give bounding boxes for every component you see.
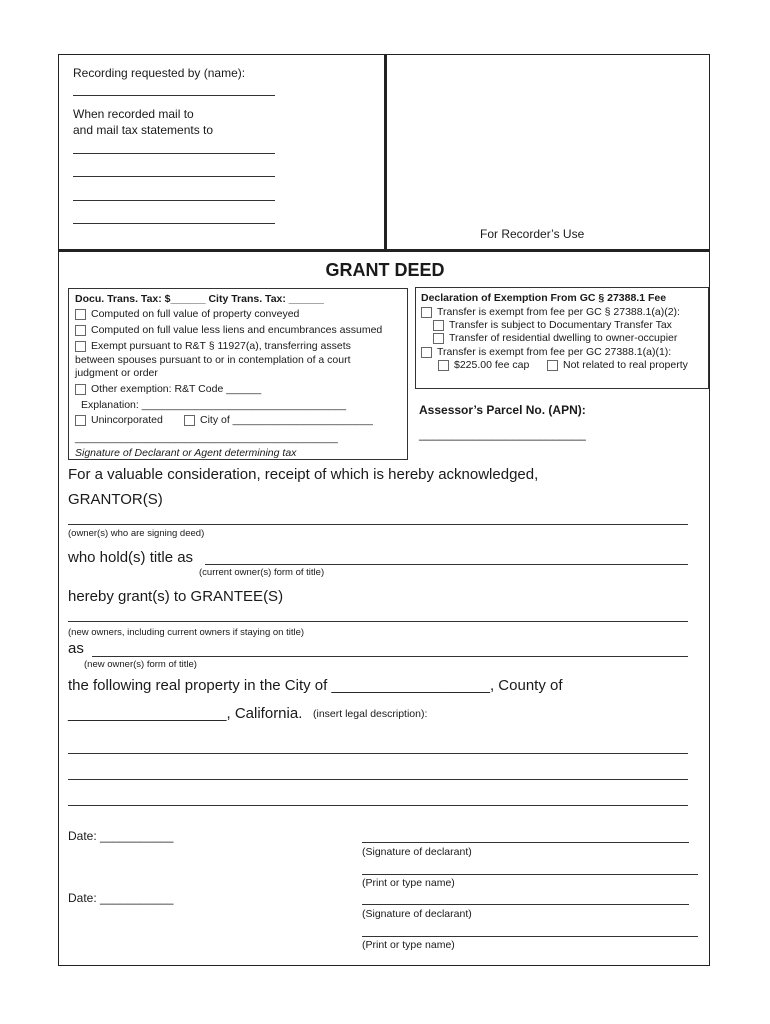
mail-to-label-1: When recorded mail to <box>73 107 194 121</box>
grantors-label: GRANTOR(S) <box>68 491 163 508</box>
checkbox-other-exemption[interactable] <box>75 384 86 395</box>
header-divider-horizontal <box>58 249 710 252</box>
checkbox-city-of[interactable] <box>184 415 195 426</box>
tax-opt4-label: Other exemption: R&T Code ______ <box>91 383 262 395</box>
city-of-label: City of ________________________ <box>200 414 373 426</box>
legal-description-line-1[interactable] <box>68 753 688 754</box>
recording-requested-label: Recording requested by (name): <box>73 66 246 80</box>
checkbox-owner-occupier[interactable] <box>433 333 444 344</box>
print-caption-1: (Print or type name) <box>362 877 455 889</box>
mail-to-line-1[interactable] <box>73 153 275 154</box>
checkbox-less-liens[interactable] <box>75 325 86 336</box>
insert-legal-caption: (insert legal description): <box>313 708 428 720</box>
owners-signing-caption: (owner(s) who are signing deed) <box>68 528 205 539</box>
apn-line[interactable]: _________________________ <box>419 427 586 441</box>
checkbox-spouse-exempt[interactable] <box>75 341 86 352</box>
new-title-line[interactable] <box>92 656 688 657</box>
mail-to-line-2[interactable] <box>73 176 275 177</box>
mail-to-label-2: and mail tax statements to <box>73 123 214 137</box>
recorders-use-label: For Recorder’s Use <box>480 227 585 241</box>
checkbox-not-real-property[interactable] <box>547 360 558 371</box>
tax-opt3-line1: Exempt pursuant to R&T § 11927(a), transferring assets <box>91 340 351 352</box>
tax-opt1-label: Computed on full value of property conveyed <box>91 308 300 320</box>
unincorporated-label: Unincorporated <box>91 414 163 426</box>
grantors-line[interactable] <box>68 524 688 525</box>
tax-opt3-line3: judgment or order <box>75 367 158 379</box>
legal-description-line-3[interactable] <box>68 805 688 806</box>
page-title: GRANT DEED <box>325 260 445 280</box>
property-state-text: ___________________, California. <box>68 705 303 722</box>
exemption-sub1: Transfer is subject to Documentary Transfer Tax <box>449 319 672 331</box>
tax-opt3-line2: between spouses pursuant to or in contemplation of a court <box>75 354 351 366</box>
grant-to-label: hereby grant(s) to GRANTEE(S) <box>68 588 284 605</box>
signature-line-1[interactable] <box>362 842 689 843</box>
date-field-1[interactable]: Date: ___________ <box>68 829 174 843</box>
tax-explanation: Explanation: ___________________________________ <box>81 399 347 411</box>
print-name-line-2[interactable] <box>362 936 698 937</box>
checkbox-subject-dtt[interactable] <box>433 320 444 331</box>
recording-requested-line[interactable] <box>73 95 275 96</box>
current-title-line[interactable] <box>205 564 688 565</box>
new-form-caption: (new owner(s) form of title) <box>84 659 197 670</box>
exemption-opt1: Transfer is exempt from fee per GC § 27388.1(a)(2): <box>437 306 680 318</box>
legal-description-line-2[interactable] <box>68 779 688 780</box>
header-divider-vertical <box>384 54 387 250</box>
title-as-label: who hold(s) title as <box>68 549 194 566</box>
exemption-sub3: $225.00 fee cap <box>454 359 530 371</box>
consideration-text: For a valuable consideration, receipt of which is hereby acknowledged, <box>68 466 539 483</box>
new-owners-caption: (new owners, including current owners if staying on title) <box>68 627 305 638</box>
apn-label: Assessor’s Parcel No. (APN): <box>419 403 586 417</box>
date-field-2[interactable]: Date: ___________ <box>68 891 174 905</box>
current-form-caption: (current owner(s) form of title) <box>199 567 325 578</box>
tax-heading: Docu. Trans. Tax: $______ City Trans. Tax: ______ <box>75 293 324 305</box>
exemption-sub2: Transfer of residential dwelling to owner-occupier <box>449 332 678 344</box>
property-city-text: the following real property in the City of ___________________, County of <box>68 677 563 694</box>
checkbox-fee-cap[interactable] <box>438 360 449 371</box>
grantees-line[interactable] <box>68 621 688 622</box>
checkbox-unincorporated[interactable] <box>75 415 86 426</box>
print-name-line-1[interactable] <box>362 874 698 875</box>
exemption-heading: Declaration of Exemption From GC § 27388.1 Fee <box>421 292 667 304</box>
checkbox-full-value[interactable] <box>75 309 86 320</box>
mail-to-line-3[interactable] <box>73 200 275 201</box>
tax-signature-caption: Signature of Declarant or Agent determining tax <box>75 447 297 459</box>
signature-caption-2: (Signature of declarant) <box>362 908 472 920</box>
checkbox-exempt-a1[interactable] <box>421 347 432 358</box>
as-label: as <box>68 640 84 657</box>
signature-line-2[interactable] <box>362 904 689 905</box>
signature-caption-1: (Signature of declarant) <box>362 846 472 858</box>
checkbox-exempt-a2[interactable] <box>421 307 432 318</box>
exemption-opt2: Transfer is exempt from fee per GC 27388.1(a)(1): <box>437 346 672 358</box>
print-caption-2: (Print or type name) <box>362 939 455 951</box>
tax-signature-line: _____________________________________________ <box>75 432 338 444</box>
mail-to-line-4[interactable] <box>73 223 275 224</box>
tax-opt2-label: Computed on full value less liens and encumbrances assumed <box>91 324 383 336</box>
exemption-sub4: Not related to real property <box>563 359 688 371</box>
